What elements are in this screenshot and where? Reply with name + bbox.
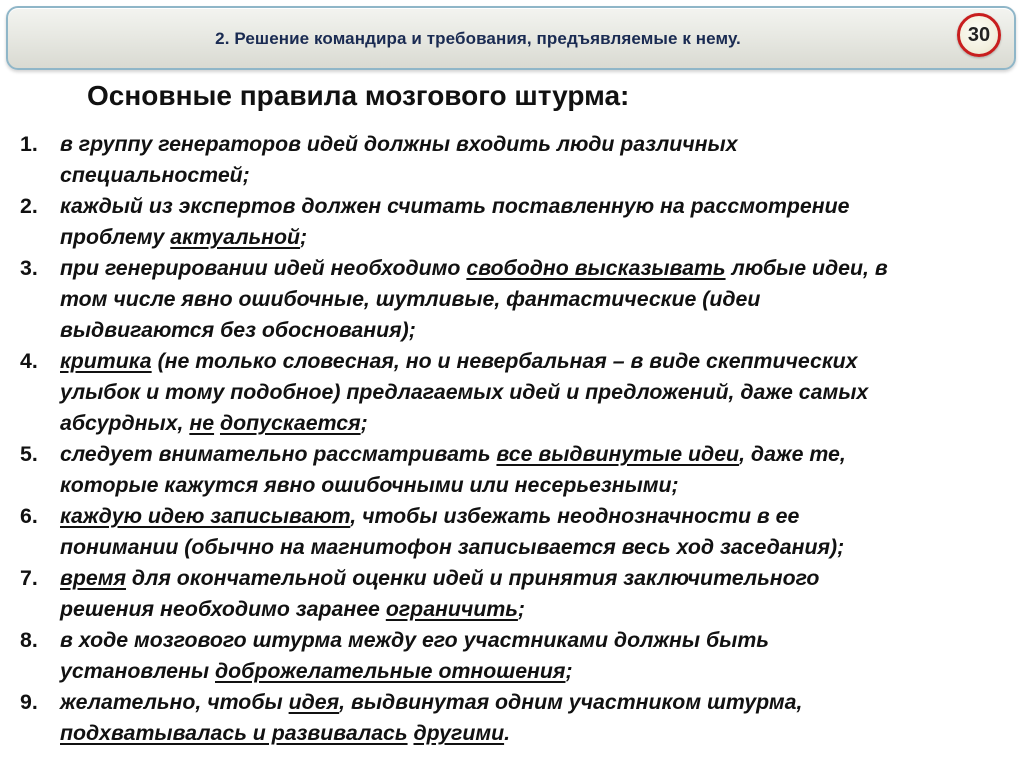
- rule-text: в ходе мозгового штурма между его участниками должны быть: [60, 628, 769, 652]
- main-title: Основные правила мозгового штурма:: [87, 80, 630, 111]
- rule-text: установлены: [60, 659, 215, 683]
- rule-text: любые идеи, в: [725, 256, 888, 280]
- rules-list: [20, 129, 1020, 749]
- rule-emphasis: подхватывалась и развивалась: [60, 721, 408, 745]
- rule-text: понимании (обычно на магнитофон записывается весь ход заседания);: [60, 535, 845, 559]
- rule-item: [20, 346, 1020, 439]
- rule-line: [60, 160, 1020, 191]
- rule-line: [60, 129, 1020, 160]
- rule-emphasis: доброжелательные отношения: [215, 659, 566, 683]
- rule-text: ;: [565, 659, 573, 683]
- rule-number: 7.: [20, 566, 38, 590]
- rule-text: (не только словесная, но и невербальная – в виде скептических: [151, 349, 858, 373]
- rule-line: [60, 191, 1020, 222]
- rule-number: 5.: [20, 442, 38, 466]
- rule-text: , чтобы избежать неоднозначности в ее: [350, 504, 800, 528]
- rule-text: ;: [360, 411, 368, 435]
- rule-text: проблему: [60, 225, 171, 249]
- header-title: 2. Решение командира и требования, предъявляемые к нему.: [215, 29, 741, 48]
- header-banner: [6, 6, 1016, 70]
- rule-number: 9.: [20, 690, 38, 714]
- rule-emphasis: другими: [413, 721, 505, 745]
- rule-emphasis: время: [60, 566, 127, 590]
- rule-item: [20, 501, 1020, 563]
- rule-number: 8.: [20, 628, 38, 652]
- rule-emphasis: идея: [288, 690, 340, 714]
- rule-text: желательно, чтобы: [60, 690, 289, 714]
- rule-line: [60, 470, 1020, 501]
- rule-emphasis: актуальной: [170, 225, 301, 249]
- rule-line: [60, 315, 1020, 346]
- rule-line: [60, 687, 1020, 718]
- rule-text: каждый из экспертов должен считать поставленную на рассмотрение: [60, 194, 850, 218]
- rule-emphasis: не: [189, 411, 215, 435]
- rule-line: [60, 222, 1020, 253]
- rule-emphasis: свободно высказывать: [466, 256, 726, 280]
- rule-emphasis: ограничить: [385, 597, 518, 621]
- rule-text: специальностей;: [60, 163, 250, 187]
- rule-line: [60, 408, 1020, 439]
- rule-line: [60, 253, 1020, 284]
- rule-number: 1.: [20, 132, 38, 156]
- rule-line: [60, 346, 1020, 377]
- rule-number: 6.: [20, 504, 38, 528]
- rule-item: [20, 191, 1020, 253]
- rule-text: улыбок и тому подобное) предлагаемых идей и предложений, даже самых: [60, 380, 869, 404]
- rule-item: [20, 625, 1020, 687]
- rule-item: [20, 563, 1020, 625]
- page-number-badge: 30: [957, 13, 1001, 57]
- rule-text: , даже те,: [739, 442, 846, 466]
- rule-text: выдвигаются без обоснования);: [60, 318, 416, 342]
- rule-text: следует внимательно рассматривать: [60, 442, 497, 466]
- rule-line: [60, 439, 1020, 470]
- rule-text: ;: [517, 597, 526, 621]
- rule-text: в группу генераторов идей должны входить люди различных: [60, 132, 738, 156]
- rule-line: [60, 284, 1020, 315]
- rule-text: .: [504, 721, 511, 745]
- rule-text: при генерировании идей необходимо: [60, 256, 467, 280]
- rule-line: [60, 656, 1020, 687]
- rule-item: [20, 439, 1020, 501]
- rule-item: [20, 687, 1020, 749]
- rule-number: 2.: [20, 194, 38, 218]
- rule-line: [60, 501, 1020, 532]
- rule-line: [60, 594, 1020, 625]
- rule-item: [20, 253, 1020, 346]
- rule-number: 4.: [20, 349, 38, 373]
- rule-text: для окончательной оценки идей и принятия заключительного: [126, 566, 820, 590]
- rule-line: [60, 377, 1020, 408]
- rule-emphasis: критика: [60, 349, 152, 373]
- rule-line: [60, 625, 1020, 656]
- rule-item: [20, 129, 1020, 191]
- rule-text: том числе явно ошибочные, шутливые, фантастические (идеи: [60, 287, 761, 311]
- rule-text: ;: [300, 225, 308, 249]
- rule-line: [60, 563, 1020, 594]
- rule-text: , выдвинутая одним участником штурма,: [339, 690, 803, 714]
- rule-number: 3.: [20, 256, 38, 280]
- rule-text: решения необходимо заранее: [60, 597, 386, 621]
- rule-line: [60, 718, 1020, 749]
- rule-emphasis: каждую идею записывают: [60, 504, 351, 528]
- rule-emphasis: допускается: [219, 411, 361, 435]
- rule-text: абсурдных,: [60, 411, 190, 435]
- rule-emphasis: все выдвинутые идеи: [496, 442, 740, 466]
- rule-line: [60, 532, 1020, 563]
- rule-text: которые кажутся явно ошибочными или несерьезными;: [60, 473, 679, 497]
